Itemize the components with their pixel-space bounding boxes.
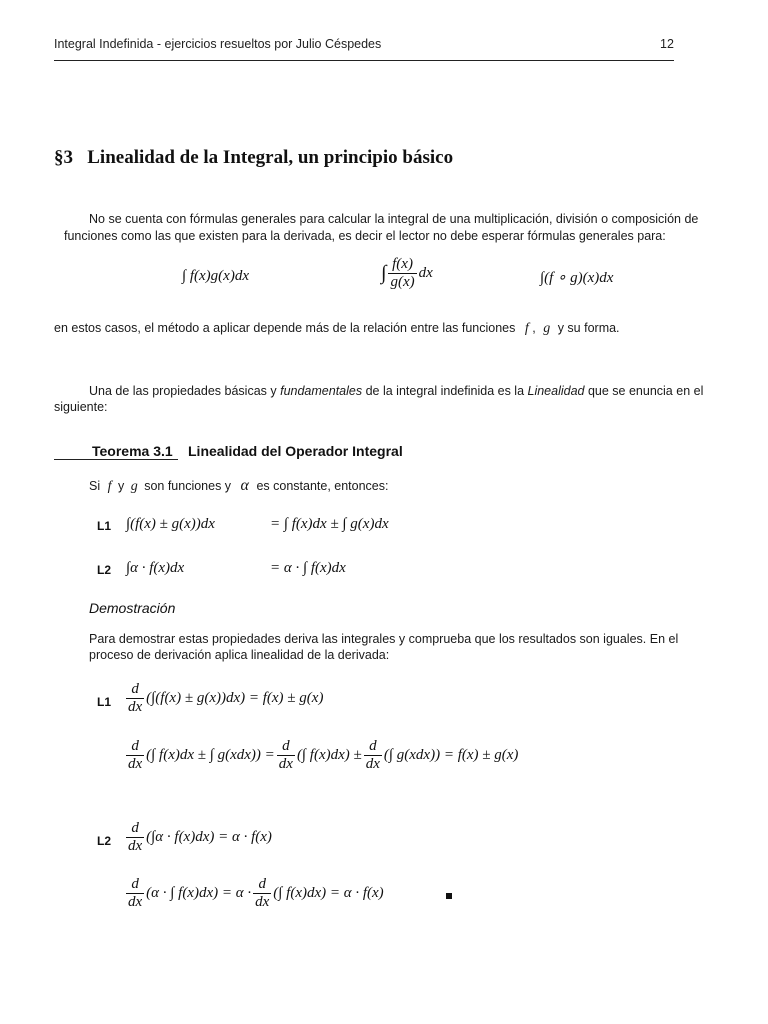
integral-sign: ∫ <box>381 262 387 284</box>
proof-l1-b-body-3: (∫ g(xdx)) = f(x) ± g(x) <box>383 747 519 763</box>
dx-den: dx <box>128 894 143 910</box>
derivative-operator <box>277 738 295 773</box>
d-num: d <box>131 681 139 697</box>
emphasis-linealidad: Linealidad <box>527 384 585 398</box>
d-num: d <box>258 876 266 892</box>
theorem-underline <box>54 459 178 460</box>
fraction-denominator: g(x) <box>390 274 415 290</box>
d-num: d <box>131 738 139 754</box>
l1-label: L1 <box>97 519 112 533</box>
d-num: d <box>369 738 377 754</box>
formula-product: ∫ f(x)g(x)dx <box>182 268 249 284</box>
theorem-label: Teorema 3.1 <box>92 443 173 459</box>
properties-text-1: Una de las propiedades básicas y <box>89 384 281 398</box>
d-num: d <box>282 738 290 754</box>
d-num: d <box>131 820 139 836</box>
d-num: d <box>131 876 139 892</box>
hyp-end: es constante, entonces: <box>256 479 389 493</box>
dx-den: dx <box>128 699 143 715</box>
qed-square-icon <box>446 893 452 899</box>
dx-den: dx <box>128 756 143 772</box>
l1-lhs: ∫(f(x) ± g(x))dx <box>126 516 215 532</box>
formula-quotient-dx: dx <box>418 265 433 281</box>
hyp-var-g: g <box>130 479 138 494</box>
properties-line-2: siguiente: <box>54 400 108 414</box>
after-formulas-tail: y su forma. <box>557 321 620 335</box>
fraction-numerator: f(x) <box>392 256 413 272</box>
derivative-operator <box>126 738 144 773</box>
proof-l2-a-body: (∫α · f(x)dx) = α · f(x) <box>146 829 272 845</box>
emphasis-fundamentales: fundamentales <box>280 384 363 398</box>
proof-l2-a <box>124 820 272 855</box>
properties-line-1 <box>89 383 703 400</box>
l2-rhs: = α · ∫ f(x)dx <box>270 560 346 576</box>
proof-l2-b-body-2: (∫ f(x)dx) = α · f(x) <box>273 885 384 901</box>
fraction <box>388 256 416 291</box>
dx-den: dx <box>278 756 293 772</box>
hyp-y: y <box>117 479 125 493</box>
properties-text-2: de la integral indefinida es la <box>362 384 528 398</box>
derivative-operator <box>126 681 144 716</box>
var-g: g <box>543 321 551 336</box>
proof-heading: Demostración <box>89 600 176 616</box>
theorem-title: Linealidad del Operador Integral <box>188 443 403 459</box>
formula-composition: ∫(f ∘ g)(x)dx <box>540 270 614 286</box>
l2-label: L2 <box>97 563 112 577</box>
proof-l2-b-body-1: (α · ∫ f(x)dx) = α · <box>146 885 252 901</box>
proof-l1-b-body-2: (∫ f(x)dx) ± <box>296 747 362 763</box>
dx-den: dx <box>128 838 143 854</box>
theorem-hypothesis <box>89 477 388 495</box>
proof-l1-b <box>124 738 518 773</box>
hyp-alpha: α <box>240 477 249 494</box>
page-number: 12 <box>660 37 674 51</box>
intro-line-2: funciones como las que existen para la derivada, es decir el lector no debe esperar fórmulas generales para: <box>64 229 666 243</box>
intro-line-1: No se cuenta con fórmulas generales para calcular la integral de una multiplicación, división o composición de <box>89 212 699 226</box>
derivative-operator <box>126 876 144 911</box>
dx-den: dx <box>365 756 380 772</box>
hyp-si: Si <box>89 479 101 493</box>
l2-lhs: ∫α · f(x)dx <box>126 560 185 576</box>
derivative-operator <box>126 820 144 855</box>
proof-l1-a-body: (∫(f(x) ± g(x))dx) = f(x) ± g(x) <box>146 690 324 706</box>
proof-line-2: proceso de derivación aplica linealidad de la derivada: <box>89 648 390 662</box>
after-formulas-line <box>54 320 620 337</box>
hyp-var-f: f <box>107 479 112 494</box>
section-title: §3 Linealidad de la Integral, un principio básico <box>54 147 454 168</box>
derivative-operator <box>253 876 271 911</box>
running-header: Integral Indefinida - ejercicios resueltos por Julio Céspedes <box>54 37 382 51</box>
hyp-mid: son funciones y <box>144 479 232 493</box>
proof-line-1: Para demostrar estas propiedades deriva las integrales y comprueba que los resultados son iguales. En el <box>89 632 679 646</box>
proof-l1-b-body-1: (∫ f(x)dx ± ∫ g(xdx)) = <box>146 747 275 763</box>
proof-l1-label: L1 <box>97 695 112 709</box>
proof-l2-b <box>124 876 384 911</box>
header-rule <box>54 60 674 61</box>
dx-den: dx <box>255 894 270 910</box>
formula-quotient <box>381 256 433 291</box>
var-f: f <box>524 321 529 336</box>
after-formulas-text: en estos casos, el método a aplicar depende más de la relación entre las funciones <box>54 321 516 335</box>
comma: , <box>532 321 536 335</box>
properties-text-3: que se enuncia en el <box>584 384 704 398</box>
derivative-operator <box>364 738 382 773</box>
l1-rhs: = ∫ f(x)dx ± ∫ g(x)dx <box>270 516 389 532</box>
proof-l1-a <box>124 681 323 716</box>
proof-l2-label: L2 <box>97 834 112 848</box>
